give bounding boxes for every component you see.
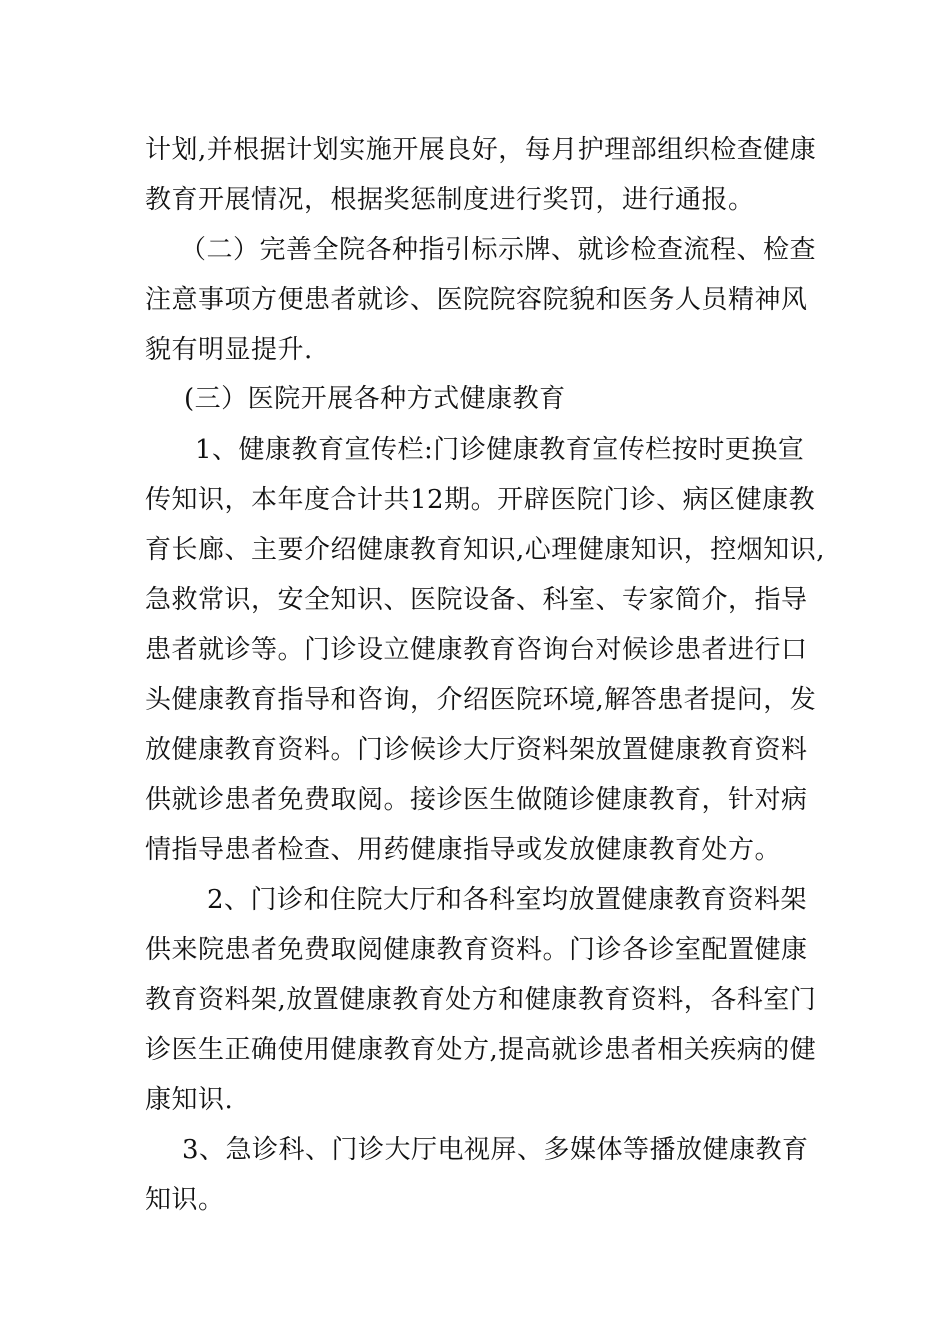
section-heading-2: （二）完善全院各种指引标示牌、就诊检查流程、检查 (180, 235, 817, 265)
text-line: 貌有明显提升. (145, 335, 313, 365)
text-line: 育长廊、主要介绍健康教育知识,心理健康知识，控烟知识, (145, 535, 826, 565)
text-line: 患者就诊等。门诊设立健康教育咨询台对候诊患者进行口 (145, 635, 808, 665)
text-line: 教育开展情况，根据奖惩制度进行奖罚，进行通报。 (145, 185, 755, 215)
text-line: 传知识，本年度合计共12期。开辟医院门诊、病区健康教 (145, 485, 816, 515)
text-line: 供就诊患者免费取阅。接诊医生做随诊健康教育，针对病 (145, 785, 808, 815)
text-line: 计划,并根据计划实施开展良好，每月护理部组织检查健康 (145, 135, 817, 165)
text-line: 放健康教育资料。门诊候诊大厅资料架放置健康教育资料 (145, 735, 808, 765)
text-line: 头健康教育指导和咨询，介绍医院环境,解答患者提问，发 (145, 685, 817, 715)
text-line: 供来院患者免费取阅健康教育资料。门诊各诊室配置健康 (145, 935, 808, 965)
text-line: 知识。 (145, 1185, 225, 1215)
text-line: 教育资料架,放置健康教育处方和健康教育资料，各科室门 (145, 985, 817, 1015)
section-heading-3: (三）医院开展各种方式健康教育 (184, 384, 566, 414)
item-3-start: 3、急诊科、门诊大厅电视屏、多媒体等播放健康教育 (182, 1135, 809, 1165)
text-line: 情指导患者检查、用药健康指导或发放健康教育处方。 (145, 835, 782, 865)
text-line: 诊医生正确使用健康教育处方,提高就诊患者相关疾病的健 (145, 1035, 817, 1065)
item-1-start: 1、健康教育宣传栏:门诊健康教育宣传栏按时更换宣 (195, 435, 805, 465)
text-line: 注意事项方便患者就诊、医院院容院貌和医务人员精神风 (145, 285, 808, 315)
item-2-start: 2、门诊和住院大厅和各科室均放置健康教育资料架 (207, 885, 808, 915)
text-line: 急救常识，安全知识、医院设备、科室、专家简介，指导 (145, 585, 808, 615)
text-line: 康知识. (145, 1085, 234, 1115)
